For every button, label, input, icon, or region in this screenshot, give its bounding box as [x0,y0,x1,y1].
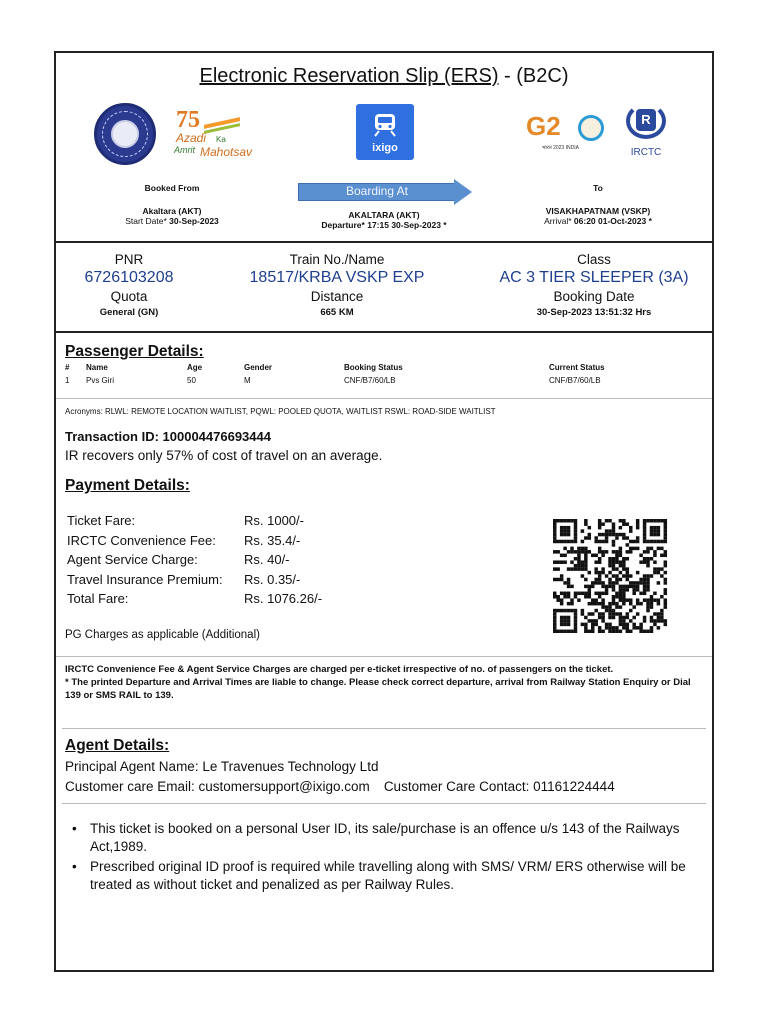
fare-value: Rs. 1076.26/- [244,591,323,606]
fare-label: IRCTC Convenience Fee: [67,532,216,548]
col-number: # [65,363,70,372]
azadi-ka-amrit-mahotsav-logo [174,109,264,159]
fare-value: Rs. 35.4/- [244,532,301,548]
divider [62,803,706,804]
start-date-label: Start Date* [125,216,167,226]
booking-date-label: Booking Date [553,289,635,304]
boarding-station: AKALTARA (AKT) [348,210,420,220]
quota-label: Quota [110,289,148,304]
to-label: To [593,183,603,193]
passenger-current-status: CNF/B7/60/LB [549,376,601,385]
boarding-at [296,210,472,230]
azadi-amrit: Amrit [174,145,195,155]
g20-logo [526,111,608,159]
divider [56,656,712,657]
irctc-logo [622,101,674,163]
departure-label: Departure* [321,220,365,230]
customer-care-email: Customer care Email: customersupport@ixigo.com [65,779,370,794]
qr-code [550,519,670,633]
agent-details-heading: Agent Details: [65,737,170,754]
class-label: Class [577,252,611,267]
azadi-mahotsav: Mahotsav [200,145,253,159]
azadi-word: Azadi [176,131,207,145]
pnr-value: 6726103208 [84,269,174,286]
pg-charges-note: PG Charges as applicable (Additional) [65,629,260,641]
payment-details-heading: Payment Details: [65,477,190,494]
g20-text: G2 [526,111,561,141]
fare-label: Ticket Fare: [67,513,136,528]
g20-tagline: भारत 2023 INDIA [542,145,579,151]
train-label: Train No./Name [289,252,385,267]
bullet-icon: • [72,821,77,836]
class-cell [472,252,716,318]
boarding-arrow [298,179,474,207]
customer-care-contact: Customer Care Contact: 01161224444 [383,779,615,794]
terms-list [70,820,710,896]
passenger-gender: M [244,376,251,385]
passenger-table [65,363,705,389]
azadi-75: 75 [176,107,200,133]
from-station: Akaltara (AKT) [142,206,202,216]
departure-line [296,220,472,230]
passenger-table-header [65,363,705,376]
pnr-cell [56,252,202,318]
ixigo-logo [356,104,414,160]
start-date-line [112,216,232,226]
important-notes [65,663,705,702]
passenger-booking-status: CNF/B7/60/LB [344,376,396,385]
term-text: Prescribed original ID proof is required while travelling along with SMS/ VRM/ ERS otherwise will be treated as without ticket and penalized as per Railway Rules. [90,859,686,892]
indian-railways-logo-icon [94,103,156,165]
bullet-icon: • [72,859,77,874]
col-current-status: Current Status [549,363,605,372]
timing-change-note: * The printed Departure and Arrival Times are liable to change. Please check correct departure, arrival from Railway Station Enquiry or Dial 139 or SMS RAIL to 139. [65,677,691,701]
title-suffix: - (B2C) [498,65,569,87]
divider [62,728,706,729]
ixigo-label: ixigo [372,142,398,154]
ers-ticket [54,51,714,972]
table-row [65,376,705,389]
col-booking-status: Booking Status [344,363,403,372]
distance-value: 665 KM [320,307,354,318]
passenger-age: 50 [187,376,196,385]
boarding-label: Boarding At [345,184,409,198]
arrival-label: Arrival* [544,216,572,226]
transaction-id: Transaction ID: 100004476693444 [65,429,271,444]
train-icon [372,113,398,137]
to-station: VISAKHAPATNAM (VSKP) [545,206,651,216]
document-title [56,65,712,88]
pnr-label: PNR [114,252,144,267]
arrival: 06:20 01-Oct-2023 [573,216,647,226]
divider [56,331,712,333]
train-cell [226,252,448,318]
arrival-star: * [646,216,652,226]
irctc-label: IRCTC [630,147,662,158]
globe-icon [578,115,604,141]
col-age: Age [187,363,203,372]
col-gender: Gender [244,363,273,372]
cost-recovery-note: IR recovers only 57% of cost of travel on an average. [65,448,383,463]
acronyms-note: Acronyms: RLWL: REMOTE LOCATION WAITLIST, PQWL: POOLED QUOTA, WAITLIST RSWL: ROAD-SIDE WAITLIST [65,407,496,416]
train-value: 18517/KRBA VSKP EXP [249,269,425,286]
booked-from [112,183,232,226]
irctc-r: R [636,109,656,131]
fare-value: Rs. 1000/- [244,513,304,528]
term-text: This ticket is booked on a personal User ID, its sale/purchase is an offence u/s 143 of the Railways Act,1989. [90,821,680,854]
principal-agent-name: Principal Agent Name: Le Travenues Technology Ltd [65,759,379,774]
title-main: Electronic Reservation Slip (ERS) [199,65,499,87]
convenience-fee-note: IRCTC Convenience Fee & Agent Service Charges are charged per e-ticket irrespective of no. of passengers on the ticket. [65,664,614,675]
customer-care-line [65,779,615,794]
arrival-line [524,216,672,226]
fare-label: Travel Insurance Premium: [67,571,223,587]
quota-value: General (GN) [99,307,159,318]
fare-label: Agent Service Charge: [67,552,198,567]
list-item [70,858,710,894]
divider [56,241,712,243]
destination [524,183,672,226]
departure: 17:15 30-Sep-2023 [367,220,441,230]
fare-value: Rs. 40/- [244,552,290,567]
list-item [70,820,710,856]
booking-date-value: 30-Sep-2023 13:51:32 Hrs [536,307,652,318]
passenger-name: Pvs Giri [86,376,114,385]
passenger-details-heading: Passenger Details: [65,343,204,360]
distance-label: Distance [310,289,364,304]
azadi-ka: Ka [216,135,226,144]
booked-from-label: Booked From [144,183,200,193]
fare-label: Total Fare: [67,591,129,606]
fare-value: Rs. 0.35/- [244,571,301,587]
class-value: AC 3 TIER SLEEPER (3A) [499,269,689,286]
passenger-number: 1 [65,376,70,385]
start-date: 30-Sep-2023 [169,216,219,226]
col-name: Name [86,363,108,372]
departure-star: * [440,220,447,230]
divider [56,398,712,399]
